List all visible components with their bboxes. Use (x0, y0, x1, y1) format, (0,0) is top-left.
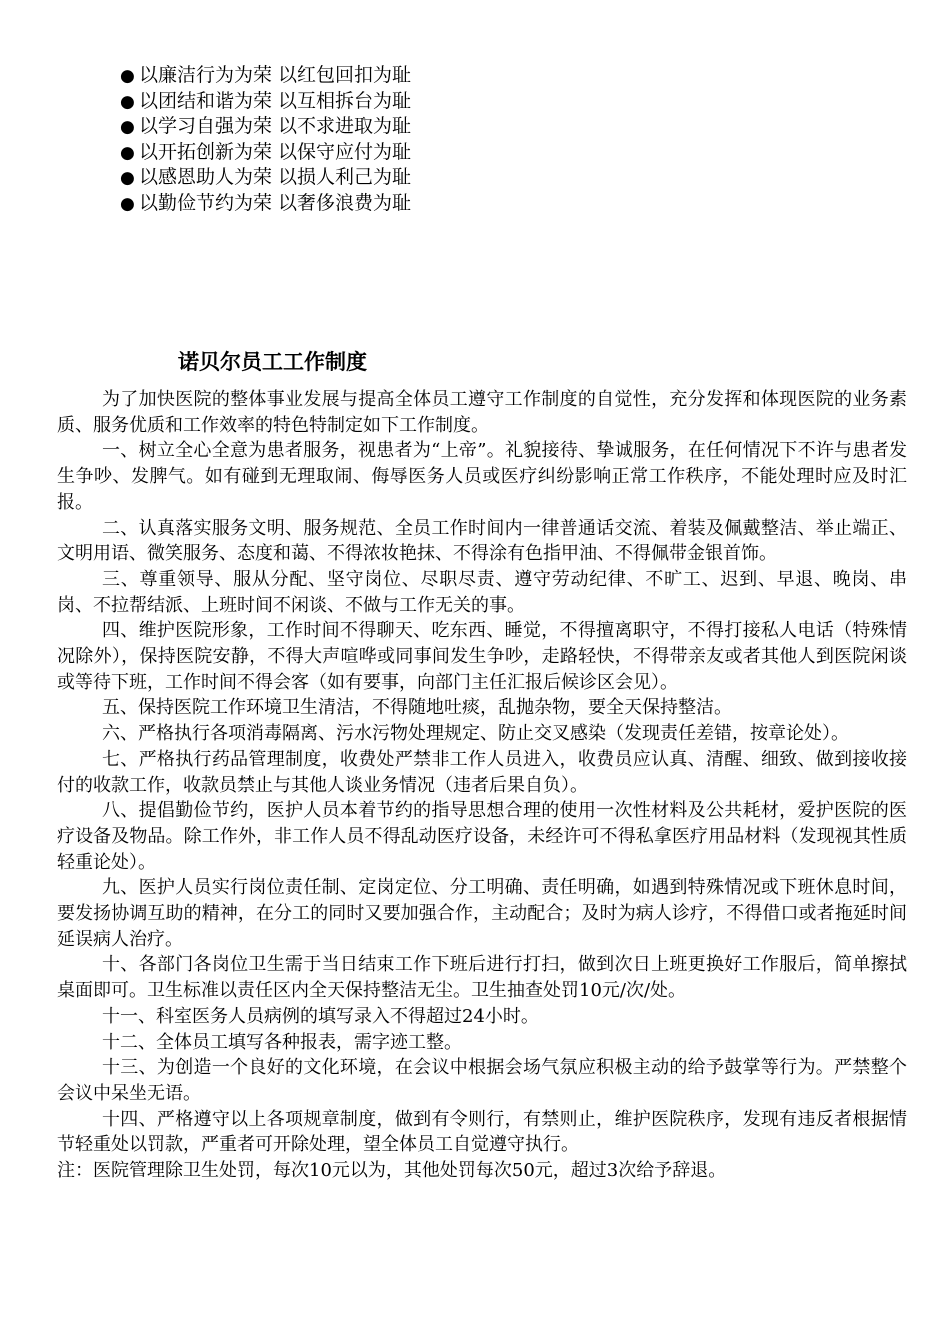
honor-item (120, 63, 411, 89)
document-title: 诺贝尔员工工作制度 (178, 350, 367, 374)
rule-paragraph: 十二、全体员工填写各种报表，需字迹工整。 (102, 1031, 462, 1053)
honor-text: 以团结和谐为荣 以互相拆台为耻 (139, 89, 412, 112)
rule-paragraph: 四、维护医院形象，工作时间不得聊天、吃东西、睡觉，不得擅离职守，不得打接私人电话（特殊情况除外），保持医院安静，不得大声喧哗或同事间发生争吵，走路轻快，不得带亲友或者其他人到医院闲谈或等待下班，工作时间不得会客（如有要事，向部门主任汇报后候诊区会见）。 (57, 620, 907, 693)
rule-paragraph: 三、尊重领导、服从分配、坚守岗位、尽职尽责、遵守劳动纪律、不旷工、迟到、早退、晚岗、串岗、不拉帮结派、上班时间不闲谈、不做与工作无关的事。 (57, 568, 907, 616)
honor-text: 以廉洁行为为荣 以红包回扣为耻 (139, 64, 412, 86)
bullet-icon: ● (120, 168, 135, 189)
rule-paragraph: 一、树立全心全意为患者服务，视患者为“上帝”。礼貌接待、挚诚服务，在任何情况下不许与患者发生争吵、发脾气。如有碰到无理取闹、侮辱医务人员或医疗纠纷影响正常工作秩序，不能处理时应及时汇报。 (57, 440, 907, 513)
honor-item (120, 140, 411, 166)
bullet-icon: ● (120, 66, 135, 86)
honor-text: 以感恩助人为荣 以损人利己为耻 (139, 166, 412, 189)
honor-item (120, 89, 411, 115)
rule-paragraph: 七、严格执行药品管理制度，收费处严禁非工作人员进入，收费员应认真、清醒、细致、做到接收接付的收款工作，收款员禁止与其他人谈业务情况（违者后果自负）。 (57, 748, 907, 796)
rule-paragraph: 九、医护人员实行岗位责任制、定岗定位、分工明确、责任明确，如遇到特殊情况或下班休息时间，要发扬协调互助的精神，在分工的同时又要加强合作，主动配合；及时为病人诊疗，不得借口或者拖延时间延误病人治疗。 (57, 877, 907, 950)
bullet-icon: ● (120, 91, 135, 112)
honor-item (120, 114, 411, 140)
honor-item (120, 165, 411, 191)
rules-body (57, 387, 907, 1184)
honor-text: 以学习自强为荣 以不求进取为耻 (139, 115, 412, 138)
rule-paragraph: 六、严格执行各项消毒隔离、污水污物处理规定、防止交叉感染（发现责任差错，按章论处）。 (102, 723, 849, 745)
rule-paragraph: 十一、科室医务人员病例的填写录入不得超过24小时。 (102, 1005, 539, 1027)
rule-paragraph: 五、保持医院工作环境卫生清洁，不得随地吐痰，乱抛杂物，要全天保持整洁。 (102, 697, 732, 719)
bullet-icon: ● (120, 142, 135, 163)
intro-paragraph: 为了加快医院的整体事业发展与提高全体员工遵守工作制度的自觉性，充分发挥和体现医院的业务素质、服务优质和工作效率的特色特制定如下工作制度。 (57, 389, 907, 436)
honor-list (120, 63, 411, 217)
rule-paragraph: 十三、为创造一个良好的文化环境，在会议中根据会场气氛应积极主动的给予鼓掌等行为。严禁整个会议中呆坐无语。 (57, 1057, 907, 1104)
rule-paragraph: 十、各部门各岗位卫生需于当日结束工作下班后进行打扫，做到次日上班更换好工作服后，简单擦拭桌面即可。卫生标准以责任区内全天保持整洁无尘。卫生抽查处罚10元/次/处。 (57, 954, 907, 1002)
rule-paragraph: 十四、严格遵守以上各项规章制度，做到有令则行，有禁则止，维护医院秩序，发现有违反者根据情节轻重处以罚款，严重者可开除处理，望全体员工自觉遵守执行。 (57, 1108, 907, 1156)
rule-paragraph: 八、提倡勤俭节约，医护人员本着节约的指导思想合理的使用一次性材料及公共耗材，爱护医院的医疗设备及物品。除工作外，非工作人员不得乱动医疗设备，未经许可不得私拿医疗用品材料（发现视其性质轻重论处）。 (57, 800, 907, 873)
honor-item (120, 191, 411, 217)
bullet-icon: ● (120, 117, 135, 138)
honor-text: 以勤俭节约为荣 以奢侈浪费为耻 (139, 191, 412, 214)
honor-text: 以开拓创新为荣 以保守应付为耻 (139, 140, 412, 163)
note-paragraph: 注：医院管理除卫生处罚，每次10元以为，其他处罚每次50元，超过3次给予辞退。 (57, 1160, 727, 1182)
rule-paragraph: 二、认真落实服务文明、服务规范、全员工作时间内一律普通话交流、着装及佩戴整洁、举止端正、文明用语、微笑服务、态度和蔼、不得浓妆艳抹、不得涂有色指甲油、不得佩带金银首饰。 (57, 517, 907, 565)
bullet-icon: ● (120, 193, 135, 214)
